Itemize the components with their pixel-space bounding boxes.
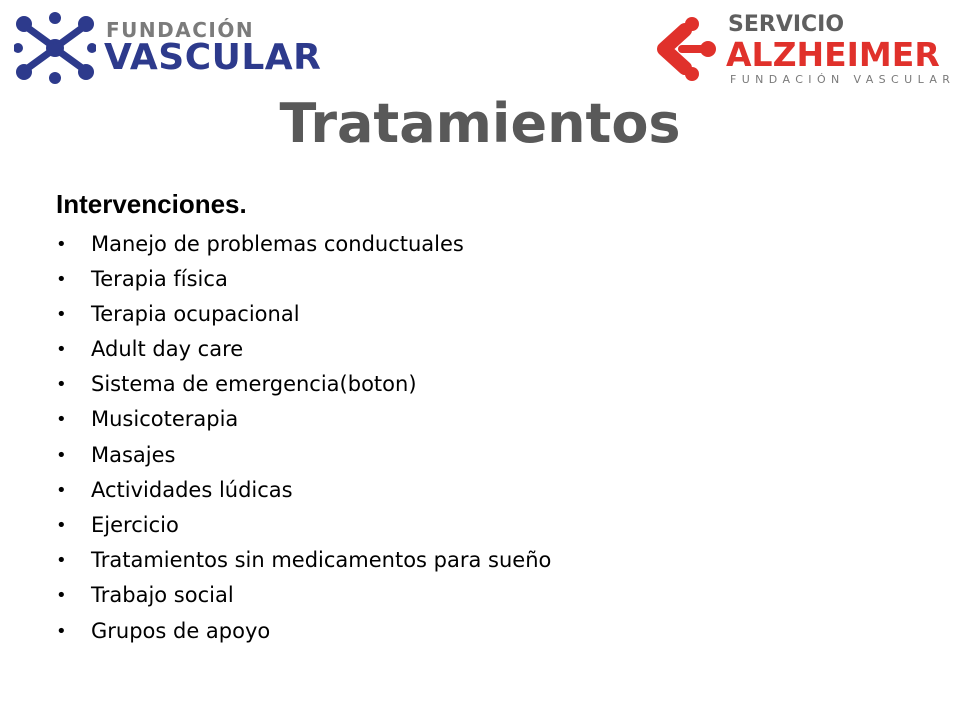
list-item	[56, 473, 916, 508]
logo-right-line2: ALZHEIMER	[726, 35, 940, 74]
logo-left-line2: VASCULAR	[104, 37, 322, 78]
logo-right-line3: FUNDACIÓN VASCULAR	[730, 73, 956, 86]
slide-title: Tratamientos	[279, 92, 681, 155]
list-item	[56, 543, 916, 578]
list-item	[56, 262, 916, 297]
bullet-icon: •	[56, 339, 67, 361]
logo-left-line1: FUNDACIÓN	[106, 18, 255, 42]
list-item	[56, 227, 916, 262]
slide-content	[56, 188, 916, 649]
list-item-text: Terapia física	[91, 266, 228, 291]
bullet-icon: •	[56, 233, 67, 255]
list-item	[56, 297, 916, 332]
list-item-text: Trabajo social	[91, 583, 234, 608]
list-item-text: Tratamientos sin medicamentos para sueño	[91, 548, 552, 573]
bullet-icon: •	[56, 585, 67, 607]
fundacion-vascular-logo	[14, 12, 322, 84]
list-item-text: Actividades lúdicas	[91, 477, 293, 502]
servicio-alzheimer-logo	[652, 10, 956, 86]
list-item	[56, 508, 916, 543]
list-item-text: Grupos de apoyo	[91, 618, 271, 643]
bullet-icon: •	[56, 444, 67, 466]
bullet-icon: •	[56, 409, 67, 431]
list-item	[56, 438, 916, 473]
list-item-text: Ejercicio	[91, 513, 179, 537]
bullet-icon: •	[56, 374, 67, 396]
list-item-text: Adult day care	[91, 337, 244, 362]
list-item-text: Terapia ocupacional	[91, 301, 300, 326]
servicio-alzheimer-emblem-icon	[652, 16, 722, 82]
bullet-icon: •	[56, 268, 67, 290]
list-item-text: Manejo de problemas conductuales	[91, 231, 464, 256]
bullet-icon: •	[56, 620, 67, 642]
intervention-list	[56, 227, 916, 649]
section-heading: Intervenciones.	[56, 189, 247, 219]
list-item	[56, 614, 916, 649]
list-item	[56, 402, 916, 437]
list-item-text: Sistema de emergencia(boton)	[91, 372, 417, 397]
bullet-icon: •	[56, 550, 67, 572]
list-item	[56, 578, 916, 613]
fundacion-vascular-emblem-icon	[14, 12, 96, 84]
list-item-text: Musicoterapia	[91, 407, 239, 432]
list-item-text: Masajes	[91, 442, 176, 467]
list-item	[56, 332, 916, 367]
list-item	[56, 367, 916, 402]
bullet-icon: •	[56, 515, 67, 536]
logo-right-line1: SERVICIO	[728, 12, 845, 37]
bullet-icon: •	[56, 303, 67, 325]
bullet-icon: •	[56, 479, 67, 501]
